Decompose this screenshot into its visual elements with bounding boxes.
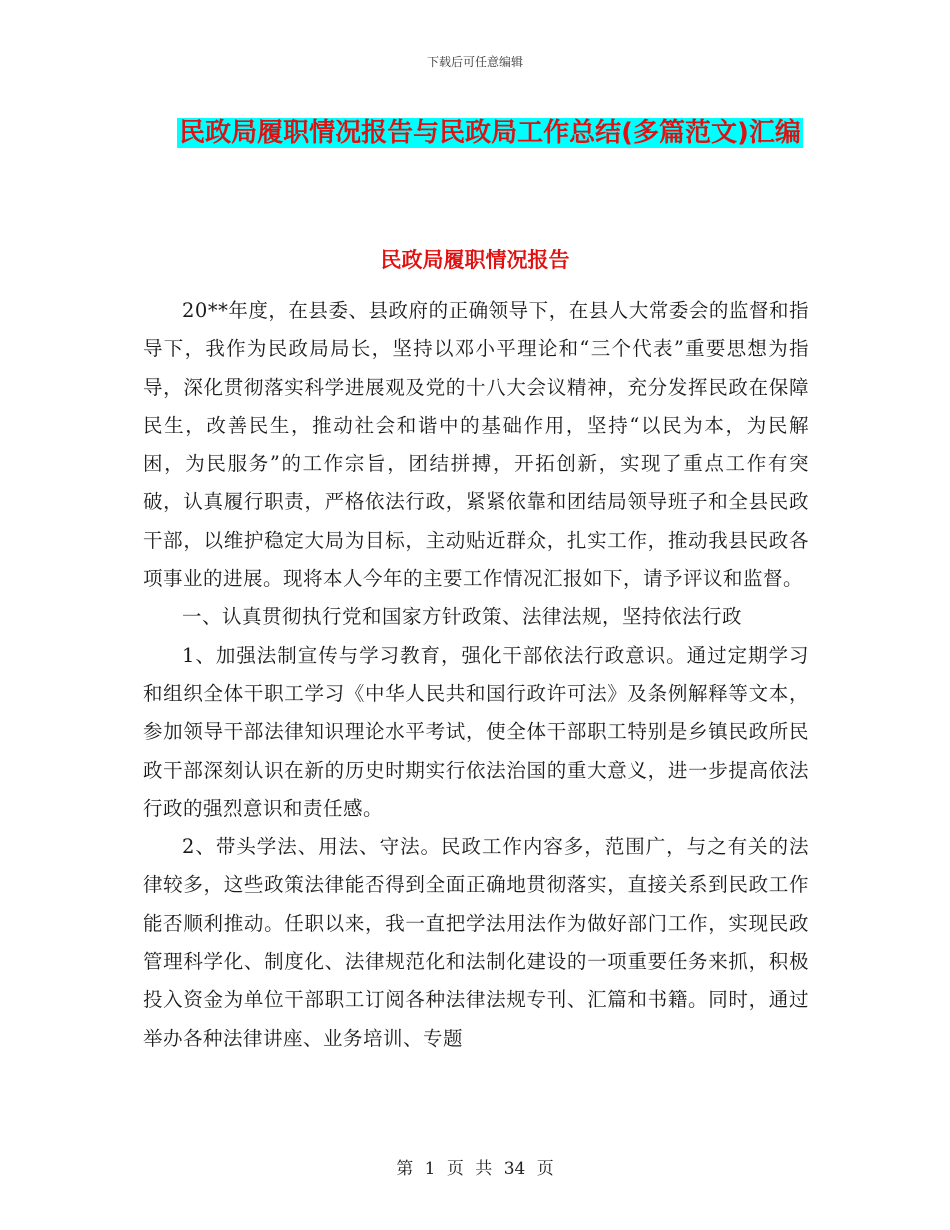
paragraph-heading-1: 一、认真贯彻执行党和国家方针政策、法律法规，坚持依法行政 [182,605,743,629]
paragraph-intro: 20**年度，在县委、县政府的正确领导下，在县人大常委会的监督和指导下，我作为民政局局长，坚持以邓小平理论和“三个代表”重要思想为指导，深化贯彻落实科学进展观及党的十八大会议精神，充分发挥民政在保障民生，改善民生，推动社会和谐中的基础作用，坚持“以民为本，为民解困，为民服务”的工作宗旨，团结拼搏，开拓创新，实现了重点工作有突破，认真履行职责，严格依法行政，紧紧依靠和团结局领导班子和全县民政干部，以维护稳定大局为目标，主动贴近群众，扎实工作，推动我县民政各项事业的进展。现将本人今年的主要工作情况汇报如下，请予评议和监督。 [143,299,809,591]
paragraph-item-2: 2、带头学法、用法、守法。民政工作内容多，范围广，与之有关的法律较多，这些政策法律能否得到全面正确地贯彻落实，直接关系到民政工作能否顺利推动。任职以来，我一直把学法用法作为做好部门工作，实现民政管理科学化、制度化、法律规范化和法制化建设的一项重要任务来抓，积极投入资金为单位干部职工订阅各种法律法规专刊、汇篇和书籍。同时，通过举办各种法律讲座、业务培训、专题 [143,835,809,1050]
main-title-highlight: 民政局履职情况报告与民政局工作总结(多篇范文)汇编 [179,118,801,148]
paragraph-item-1: 1、加强法制宣传与学习教育，强化干部依法行政意识。通过定期学习和组织全体干职工学习《中华人民共和国行政许可法》及条例解释等文本，参加领导干部法律知识理论水平考试，使全体干部职工特别是乡镇民政所民政干部深刻认识在新的历史时期实行依法治国的重大意义，进一步提高依法行政的强烈意识和责任感。 [143,643,809,820]
page-footer: 第 1 页 共 34 页 [396,1159,554,1179]
document-main-title [140,108,840,158]
header-note: 下载后可任意编辑 [426,55,523,69]
document-body [143,292,809,1058]
section-title: 民政局履职情况报告 [380,248,570,272]
